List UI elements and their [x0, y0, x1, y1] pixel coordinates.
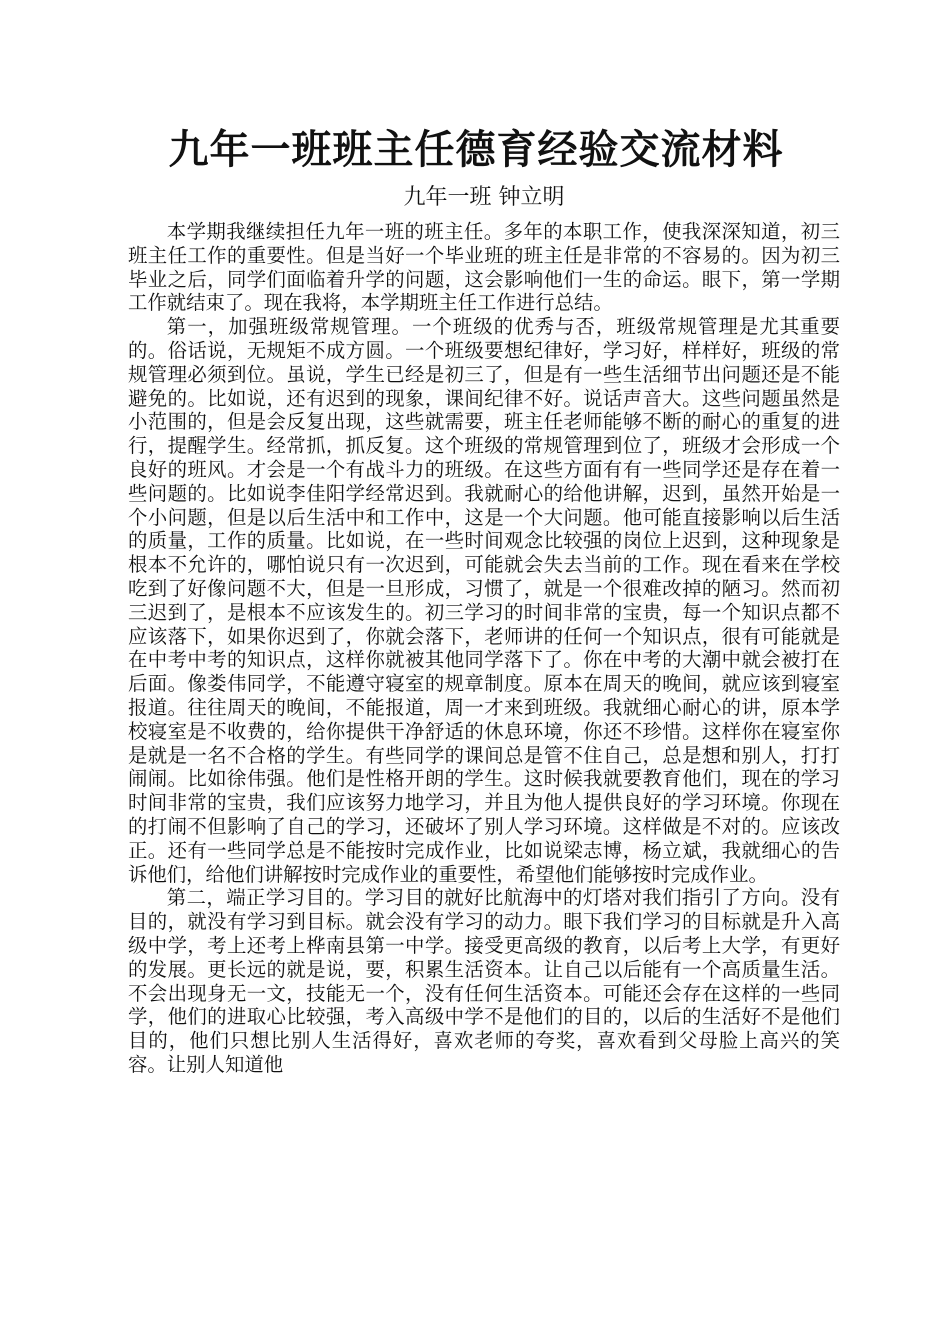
document-author: 九年一班 钟立明 — [403, 185, 565, 210]
paragraph-section-2: 第二，端正学习目的。学习目的就好比航海中的灯塔对我们指引了方向。没有目的，就没有学习到目标。就会没有学习的动力。眼下我们学习的目标就是升入高级中学，考上还考上桦南县第一中学。接受更高级的教育，以后考上大学，有更好的发展。更长远的就是说，要，积累生活资本。让自己以后能有一个高质量生活。不会出现身无一文，技能无一个，没有任何生活资本。可能还会存在这样的一些同学，他们的进取心比较强，考入高级中学不是他们的目的，以后的生活好不是他们目的，他们只想比别人生活得好，喜欢老师的夸奖，喜欢看到父母脸上高兴的笑容。让别人知道他 — [128, 886, 840, 1076]
document-title: 九年一班班主任德育经验交流材料 — [168, 126, 784, 173]
document-page — [128, 120, 840, 1077]
paragraph-section-1: 第一，加强班级常规管理。一个班级的优秀与否，班级常规管理是尤其重要的。俗话说，无规矩不成方圆。一个班级要想纪律好，学习好，样样好，班级的常规管理必须到位。虽说，学生已经是初三了，但是有一些生活细节出问题还是不能避免的。比如说，还有迟到的现象，课间纪律不好。说话声音大。这些问题虽然是小范围的，但是会反复出现，这些就需要，班主任老师能够不断的耐心的重复的进行，提醒学生。经常抓，抓反复。这个班级的常规管理到位了，班级才会形成一个良好的班风。才会是一个有战斗力的班级。在这些方面有有一些同学还是存在着一些问题的。比如说李佳阳学经常迟到。我就耐心的给他讲解，迟到，虽然开始是一个小问题，但是以后生活中和工作中，这是一个大问题。他可能直接影响以后生活的质量，工作的质量。比如说，在一些时间观念比较强的岗位上迟到，这种现象是根本不允许的，哪怕说只有一次迟到，可能就会失去当前的工作。现在看来在学校吃到了好像问题不大，但是一旦形成，习惯了，就是一个很难改掉的陋习。然而初三迟到了，是根本不应该发生的。初三学习的时间非常的宝贵，每一个知识点都不应该落下，如果你迟到了，你就会落下，老师讲的任何一个知识点，很有可能就是在中考中考的知识点，这样你就被其他同学落下了。你在中考的大潮中就会被打在后面。像娄伟同学，不能遵守寝室的规章制度。原本在周天的晚间，就应该到寝室报道。往往周天的晚间，不能报道，周一才来到班级。我就细心耐心的讲，原本学校寝室是不收费的，给你提供干净舒适的休息环境，你还不珍惜。这样你在寝室你是就是一名不合格的学生。有些同学的课间总是管不住自己，总是想和别人，打打闹闹。比如徐伟强。他们是性格开朗的学生。这时候我就要教育他们，现在的学习时间非常的宝贵，我们应该努力地学习，并且为他人提供良好的学习环境。你现在的打闹不但影响了自己的学习，还破坏了别人学习环境。这样做是不对的。应该改正。还有一些同学总是不能按时完成作业，比如说梁志博，杨立斌，我就细心的告诉他们，给他们讲解按时完成作业的重要性，希望他们能够按时完成作业。 — [128, 315, 840, 886]
paragraph-intro: 本学期我继续担任九年一班的班主任。多年的本职工作，使我深深知道，初三班主任工作的重要性。但是当好一个毕业班的班主任是非常的不容易的。因为初三毕业之后，同学们面临着升学的问题，这会影响他们一生的命运。眼下，第一学期工作就结束了。现在我将，本学期班主任工作进行总结。 — [128, 220, 840, 315]
